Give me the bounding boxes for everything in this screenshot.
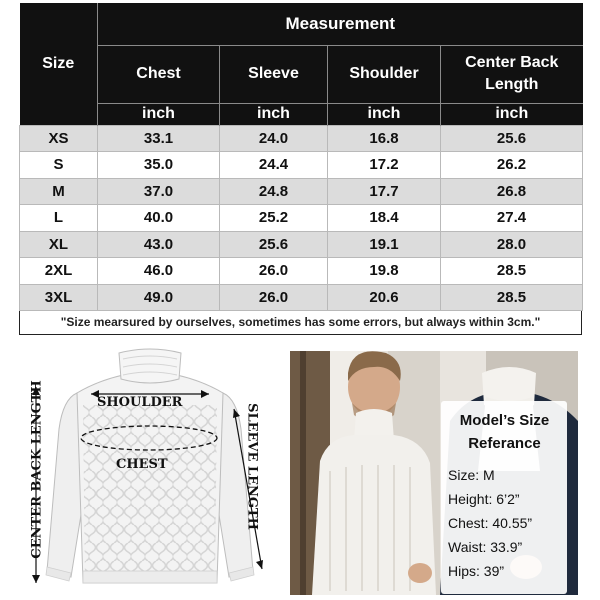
value-cell: 19.1 xyxy=(328,231,441,258)
value-cell: 19.8 xyxy=(328,258,441,285)
table-body xyxy=(20,125,583,311)
value-cell: 46.0 xyxy=(98,258,220,285)
value-cell: 27.4 xyxy=(441,205,583,232)
center-back-length-label: CENTER BACK LENGTH xyxy=(29,380,45,559)
value-cell: 25.2 xyxy=(220,205,328,232)
unit-label: inch xyxy=(441,103,583,125)
table-row xyxy=(20,205,583,232)
value-cell: 33.1 xyxy=(98,125,220,152)
value-cell: 17.7 xyxy=(328,178,441,205)
value-cell: 49.0 xyxy=(98,284,220,311)
size-cell: M xyxy=(20,178,98,205)
size-column-header: Size xyxy=(20,3,98,125)
table-row xyxy=(20,152,583,179)
model-size: Size: M xyxy=(448,467,495,483)
size-cell: L xyxy=(20,205,98,232)
model-card-title: Model’s Size xyxy=(459,412,550,429)
size-cell: XS xyxy=(20,125,98,152)
column-header-label: Shoulder xyxy=(349,65,419,82)
size-cell: S xyxy=(20,152,98,179)
unit-row xyxy=(20,103,583,125)
model-waist: Waist: 33.9” xyxy=(448,539,523,555)
value-cell: 26.0 xyxy=(220,258,328,285)
size-note: "Size mearsured by ourselves, sometimes has some errors, but always within 3cm." xyxy=(19,311,582,335)
size-cell: 3XL xyxy=(20,284,98,311)
column-header-label: Chest xyxy=(136,65,181,82)
sleeve-length-label: SLEEVE LENGTH xyxy=(244,403,260,530)
model-chest: Chest: 40.55” xyxy=(448,515,533,531)
value-cell: 37.0 xyxy=(98,178,220,205)
chest-label: CHEST xyxy=(116,457,168,472)
value-cell: 24.0 xyxy=(220,125,328,152)
value-cell: 20.6 xyxy=(328,284,441,311)
table-row xyxy=(20,284,583,311)
value-cell: 28.5 xyxy=(441,258,583,285)
column-header-row xyxy=(20,45,583,103)
value-cell: 18.4 xyxy=(328,205,441,232)
size-cell: XL xyxy=(20,231,98,258)
value-cell: 43.0 xyxy=(98,231,220,258)
value-cell: 40.0 xyxy=(98,205,220,232)
value-cell: 25.6 xyxy=(441,125,583,152)
size-chart xyxy=(19,3,582,335)
unit-label: inch xyxy=(220,103,328,125)
column-header-label: Center Back xyxy=(465,54,559,71)
value-cell: 24.8 xyxy=(220,178,328,205)
value-cell: 26.8 xyxy=(441,178,583,205)
value-cell: 35.0 xyxy=(98,152,220,179)
size-cell: 2XL xyxy=(20,258,98,285)
column-header xyxy=(328,45,441,103)
model-size-card xyxy=(441,401,567,594)
value-cell: 17.2 xyxy=(328,152,441,179)
value-cell: 26.0 xyxy=(220,284,328,311)
value-cell: 28.5 xyxy=(441,284,583,311)
column-header xyxy=(441,45,583,103)
model-height: Height: 6’2” xyxy=(448,491,520,507)
table-row xyxy=(20,231,583,258)
column-header-label-line2: Length xyxy=(485,76,539,93)
value-cell: 26.2 xyxy=(441,152,583,179)
unit-label: inch xyxy=(98,103,220,125)
column-header xyxy=(220,45,328,103)
measurement-diagram xyxy=(19,345,281,595)
unit-label: inch xyxy=(328,103,441,125)
value-cell: 28.0 xyxy=(441,231,583,258)
table-row xyxy=(20,258,583,285)
model-photo xyxy=(290,351,578,595)
model-card-subtitle: Referance xyxy=(468,435,541,452)
column-header xyxy=(98,45,220,103)
model-hips: Hips: 39” xyxy=(448,563,505,579)
value-cell: 16.8 xyxy=(328,125,441,152)
shoulder-label: SHOULDER xyxy=(97,395,183,410)
measurement-header: Measurement xyxy=(98,3,583,45)
size-table xyxy=(19,3,583,311)
table-row xyxy=(20,125,583,152)
value-cell: 24.4 xyxy=(220,152,328,179)
table-row xyxy=(20,178,583,205)
column-header-label: Sleeve xyxy=(248,65,299,82)
value-cell: 25.6 xyxy=(220,231,328,258)
